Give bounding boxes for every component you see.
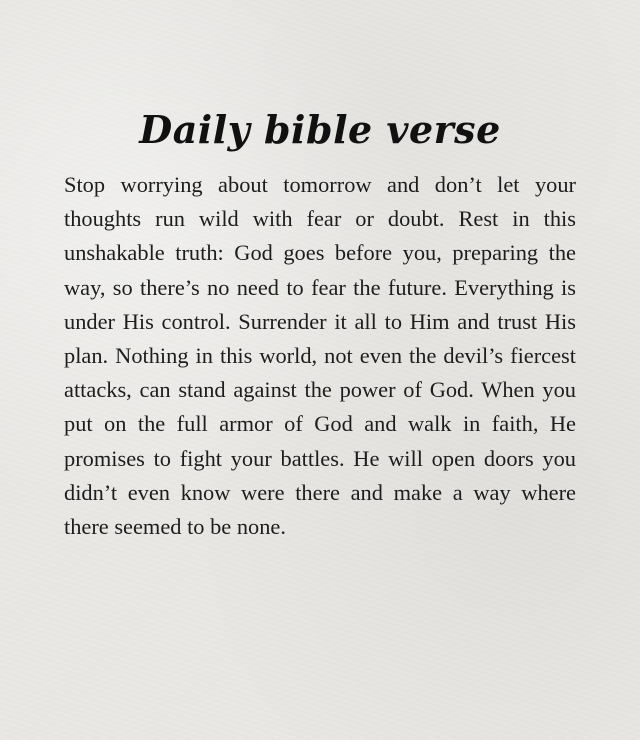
page-title: Daily bible verse <box>139 107 501 153</box>
verse-body-text: Stop worrying about tomorrow and don’t let your thoughts run wild with fear or doubt. Rest in this unshakable truth: God goes before you, preparing the way, so there’s no need to fear the future. Everything is under His control. Surrender it all to Him and trust His plan. Nothing in this world, not even the devil’s fiercest attacks, can stand against the power of God. When you put on the full armor of God and walk in faith, He promises to fight your battles. He will open doors you didn’t even know were there and make a way where there seemed to be none. <box>64 172 576 540</box>
